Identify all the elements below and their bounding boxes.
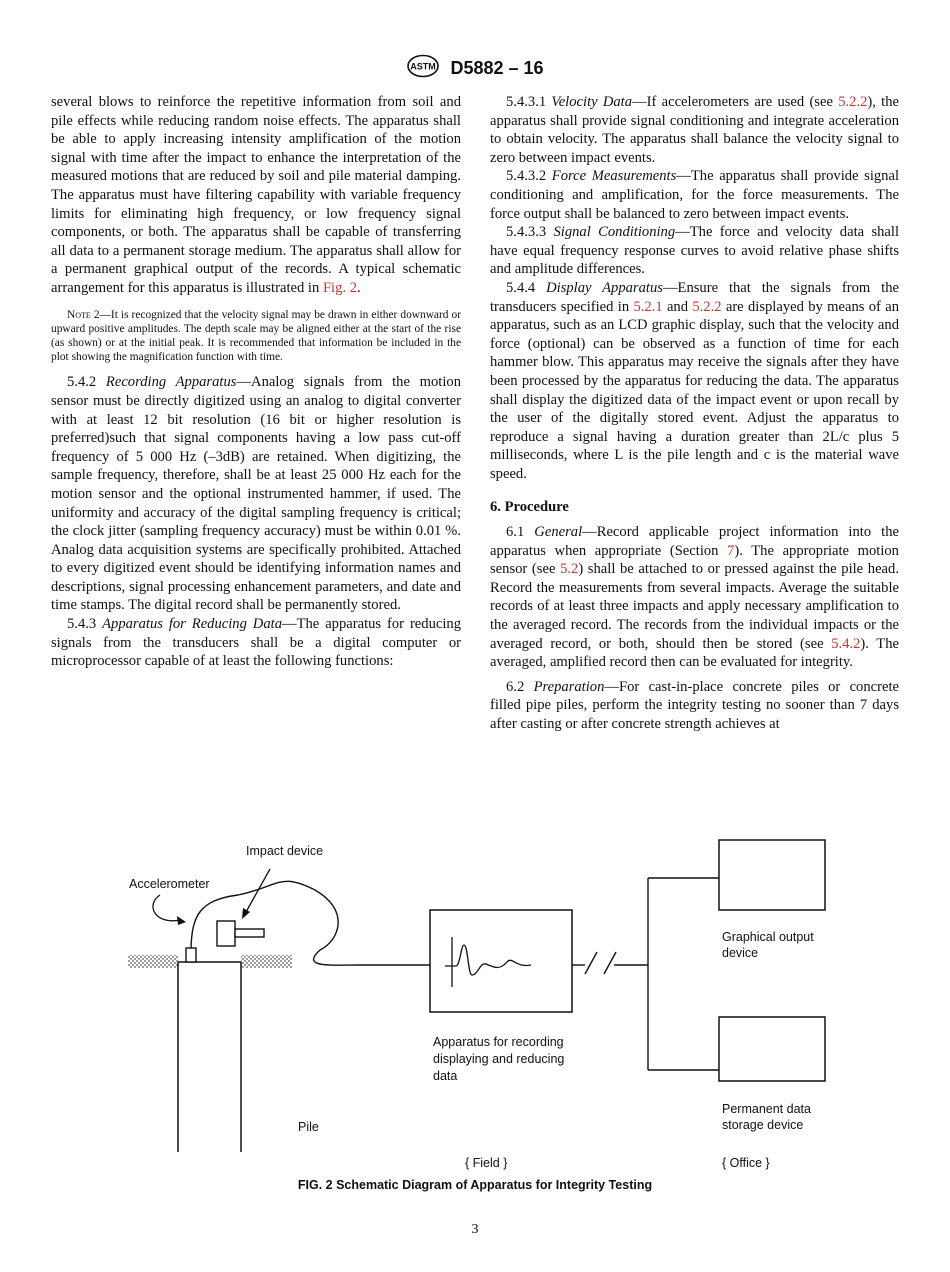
label-office: { Office } [722,1156,770,1170]
pile [178,962,241,1152]
ground-right [241,955,292,968]
ref-5-4-2[interactable]: 5.4.2 [831,635,861,652]
label-apparatus-3: data [433,1069,458,1083]
storage-device-box [719,1017,825,1081]
label-storage-1: Permanent data [722,1102,811,1116]
accelerometer-sensor [186,948,196,962]
figure-caption: FIG. 2 Schematic Diagram of Apparatus for Integrity Testing [297,1178,653,1192]
section-5-4-3: 5.4.3 Apparatus for Reducing Data—The apparatus for reducing signals from the transducers shall be a digital computer or microprocessor capable of at least the following functions: [51,616,462,670]
section-5-4-2: 5.4.2 Recording Apparatus—Analog signals from the motion sensor must be directly digitized using an analog to digital converter with at least 12 bit resolution (16 bit or higher resolution is preferred)such that signal components having a low pass cut-off frequency of 5 000 Hz (–3dB) are retained. When digitizing, the sample frequency, therefore, shall be at least 25 000 Hz each for the motion sensor and the optional instrumented hammer, if used. The uniformity and accuracy of the digital sampling frequency is critical; the clock jitter (sampling frequency accuracy) must be within 0.01 %. Analog data acquisition systems are specifically prohibited. Attached to every digitized event should be identifying information names and descriptions, signal processing enhancement parameters, and date and time stamps. The digital record shall be permanently stored. [51,374,461,614]
section-6-1: 6.1 General—Record applicable project information into the apparatus when appropriate (Section 7). The appropriate motion sensor (see 5.2) shall be attached to or pressed against the pile head. Record the measurements from several impacts. Average the suitable records of at least three impacts and apply necessary amplification to the averaged record. The records from the individual impacts or the averaged record, or both, should then be stored (see 5.4.2). The averaged, amplified record then can be evaluated for integrity. [490,524,899,671]
accelerometer-pointer [153,895,180,921]
label-storage-2: storage device [722,1118,804,1132]
astm-logo [406,54,440,83]
standard-designation: D5882 – 16 [450,58,544,78]
note-2: Note 2—It is recognized that the velocity signal may be drawn in either downward or upward positive amplitudes. The depth scale may be aligned either at the start of the rise (as shown) or at the initial peak. It is recommended that information be included in the plot showing the magnification function with time. [51,308,461,364]
section-5-4-3-3: 5.4.3.3 Signal Conditioning—The force and velocity data shall have equal frequency response curves to avoid relative phase shifts and amplitude differences. [490,224,900,278]
page-number: 3 [471,1222,479,1237]
impact-device [217,921,264,946]
ref-section-7[interactable]: 7 [727,542,735,559]
label-graphical-output-2: device [722,946,759,960]
label-accelerometer: Accelerometer [129,877,210,891]
section-6-heading: 6. Procedure [490,499,569,516]
figure-2 [0,830,950,1170]
graphical-output-box [719,840,825,910]
label-apparatus-2: displaying and reducing [433,1052,565,1066]
impact-pointer [246,869,270,912]
label-impact-device: Impact device [246,844,324,858]
accelerometer-arrowhead [177,916,186,925]
section-6-2: 6.2 Preparation—For cast-in-place concrete piles or concrete filled pipe piles, perform the integrity testing no sooner than 7 days after casting or after concrete strength achieves at [490,678,899,732]
page-header [0,54,950,83]
ref-5-2[interactable]: 5.2 [560,561,579,578]
link-break-symbol [585,952,616,974]
impact-arrowhead [242,908,250,919]
ref-5-2-2[interactable]: 5.2.2 [838,94,868,110]
section-5-4-4: 5.4.4 Display Apparatus—Ensure that the signals from the transducers specified in 5.2.1 and 5.2.2 are displayed by means of an apparatus, such as an LCD graphic display, such that the velocity and force (optional) can be observed as a function of time for each hammer blow. This apparatus may receive the signals after they have been processed by the apparatus for reducing the data. The apparatus shall display the digitized data of the impact event or upon recall by the user of the digitally stored event. Adjust the apparatus to reproduce a signal having a duration greater than 2L/c plus 5 milliseconds, where L is the pile length and c is the material wave speed. [490,279,899,482]
apparatus-box [430,910,572,1012]
label-pile: Pile [298,1120,319,1134]
schematic-diagram [0,830,950,1170]
fig-2-link[interactable]: Fig. 2 [322,279,357,296]
label-apparatus-1: Apparatus for recording [433,1035,564,1049]
left-column [51,93,461,671]
label-graphical-output-1: Graphical output [722,930,814,944]
svg-text:ASTM: ASTM [410,61,437,72]
ground-left [128,955,178,968]
ref-5-2-1[interactable]: 5.2.1 [633,298,663,315]
section-5-4-3-1: 5.4.3.1 Velocity Data—If accelerometers are used (see 5.2.2), the apparatus shall provide signal conditioning and integrate acceleration to obtain velocity. The apparatus shall balance the velocity signal to zero between impact events. [490,94,899,166]
ref-5-2-2b[interactable]: 5.2.2 [692,298,722,315]
section-5-4-3-2: 5.4.3.2 Force Measurements—The apparatus shall provide signal conditioning and amplification, for the force measurements. The force output shall be balanced to zero between impact events. [490,168,900,222]
right-column [490,93,899,734]
paragraph-continued: several blows to reinforce the repetitive information from soil and pile effects while reducing random noise effects. The apparatus shall be able to apply increasing intensity amplification of the motion signal with time after the impact to enhance the interpretation of the measured motions that are reduced by soil and pile material damping. The apparatus must have filtering capability with variable frequency limits for eliminating high frequency, or low frequency signal components, or both. The apparatus shall be capable of transferring all data to a permanent storage medium. The apparatus shall allow for a permanent graphical output of the records. A typical schematic arrangement for this apparatus is illustrated in Fig. 2. [51,94,461,296]
label-field: { Field } [465,1156,508,1170]
